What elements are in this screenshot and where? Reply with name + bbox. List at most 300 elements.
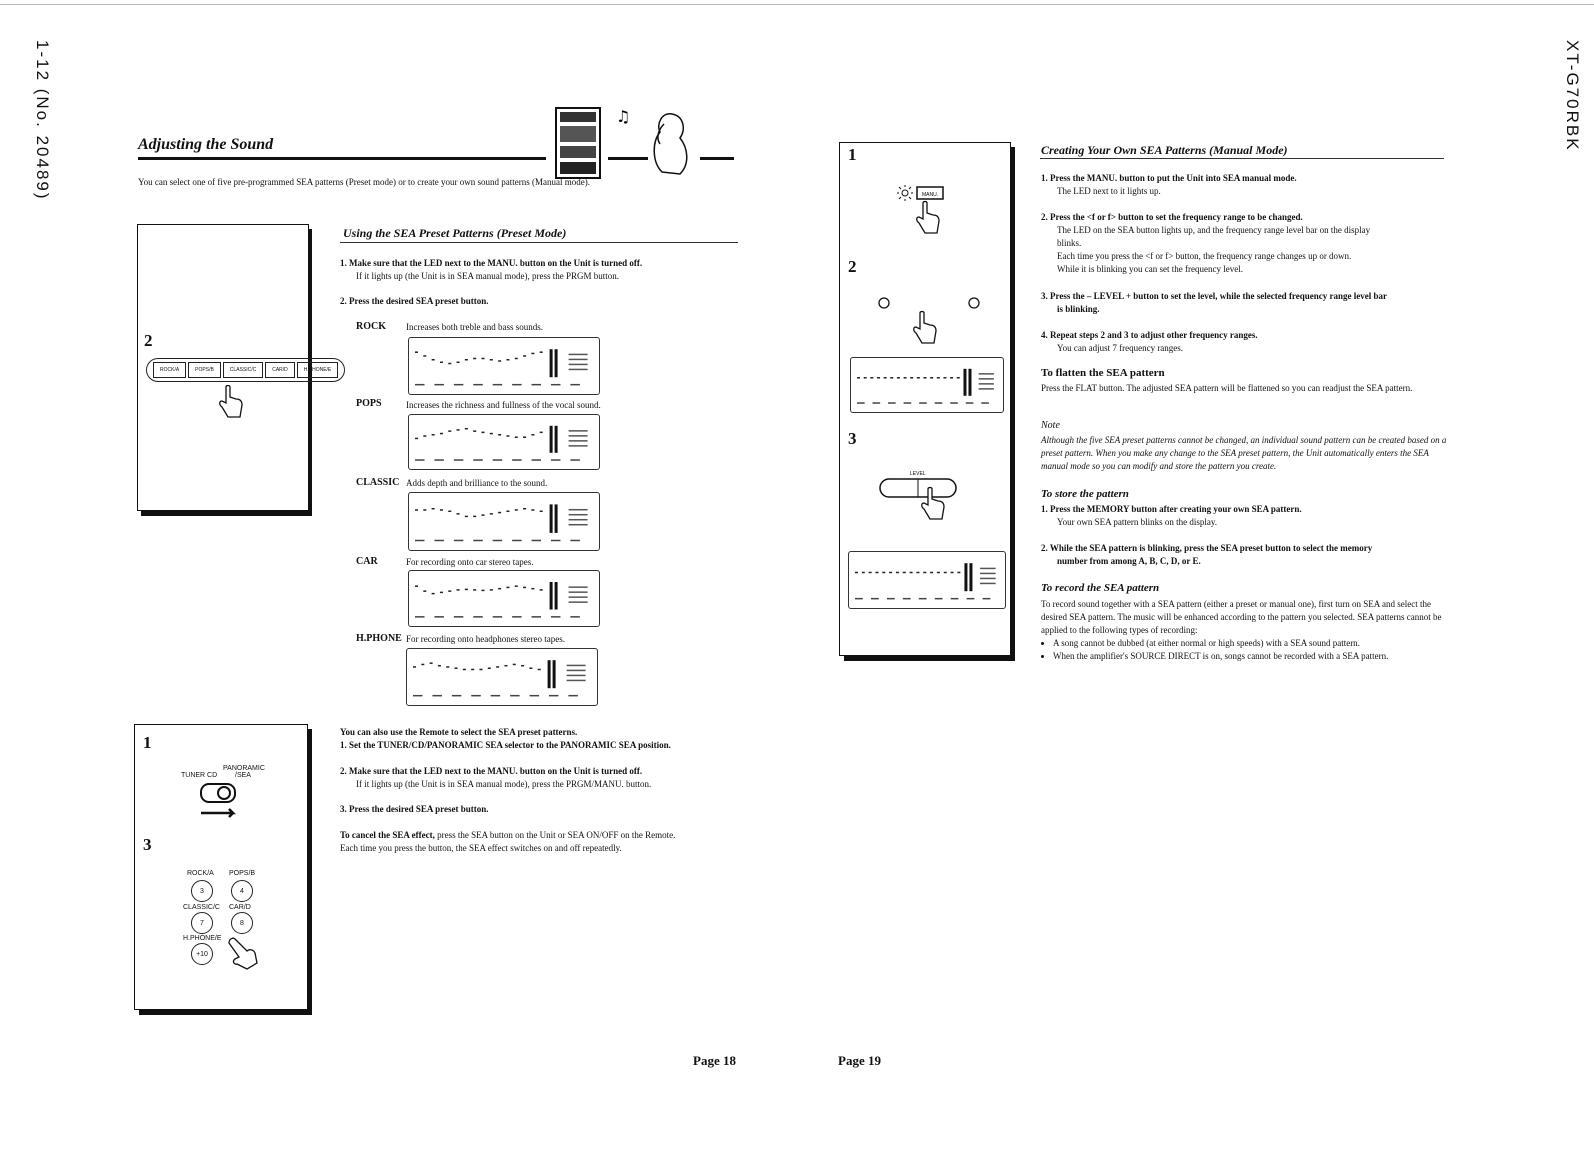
eq-dot — [432, 359, 435, 361]
eq-dot — [430, 662, 433, 664]
band-label-mark — [493, 616, 503, 618]
eq-dot — [857, 377, 860, 379]
level-meter-bar — [555, 504, 558, 533]
key-8-button[interactable]: 8 — [231, 912, 253, 934]
display-indicator-line — [569, 514, 588, 516]
band-label-mark — [512, 616, 522, 618]
eq-dot — [457, 513, 460, 515]
eq-dot — [473, 358, 476, 360]
eq-dot — [482, 590, 485, 592]
eq-dot — [930, 377, 933, 379]
eq-dot — [523, 436, 526, 438]
eq-dot — [855, 572, 858, 574]
frequency-buttons-illustration — [870, 283, 990, 349]
eq-dot — [869, 572, 872, 574]
preset-step-2: 2. Press the desired SEA preset button. — [340, 296, 489, 306]
display-indicator-line — [980, 568, 996, 570]
eq-dot — [862, 572, 865, 574]
selector-switch-icon[interactable] — [195, 781, 245, 821]
level-meter-bar — [969, 563, 972, 591]
eq-dot — [415, 351, 418, 353]
eq-display-hphone — [406, 648, 598, 706]
band-label-mark — [551, 384, 561, 386]
pattern-desc-car: For recording onto car stereo tapes. — [406, 557, 534, 567]
display-indicator-line — [980, 578, 996, 580]
eq-dot — [471, 669, 474, 671]
record-bullets — [1041, 637, 1451, 663]
cancel-instructions: To cancel the SEA effect, press the SEA button on the Unit or SEA ON/OFF on the Remote. Each time you press the button, the SEA effect switches on and off repeatedly. — [340, 830, 676, 853]
band-label-mark — [491, 695, 501, 697]
level-meter-bar — [548, 660, 551, 688]
intro-text: You can select one of five pre-programmed SEA patterns (Preset mode) or to create your own sound patterns (Manual mode). — [138, 177, 590, 187]
band-label-mark — [532, 540, 542, 542]
eq-dot — [875, 572, 878, 574]
note-heading: Note — [1041, 420, 1060, 431]
fig-c-number-2: 2 — [848, 257, 857, 276]
eq-dot — [506, 435, 509, 437]
flatten-text: Press the FLAT button. The adjusted SEA pattern will be flattened so you can readjust the SEA pattern. — [1041, 383, 1413, 393]
pattern-desc-classic: Adds depth and brilliance to the sound. — [406, 478, 548, 488]
eq-dot — [897, 377, 900, 379]
eq-dot — [465, 589, 468, 591]
display-indicator-line — [569, 509, 588, 511]
eq-dot — [457, 362, 460, 364]
page-title: Adjusting the Sound — [138, 136, 274, 153]
eq-dot — [490, 433, 493, 435]
eq-dot — [480, 669, 483, 671]
band-label-mark — [473, 540, 483, 542]
eq-dot — [515, 358, 518, 360]
eq-dot — [490, 513, 493, 515]
eq-dot — [446, 666, 449, 668]
eq-dot — [531, 509, 534, 511]
band-label-mark — [551, 540, 561, 542]
display-indicator-line — [569, 596, 588, 598]
display-indicator-line — [979, 383, 994, 385]
manual-step-3: 3. Press the – LEVEL + button to set the level, while the selected frequency range level bar is blinking. — [1041, 291, 1388, 314]
eq-dot — [540, 511, 543, 513]
band-label-mark — [413, 695, 423, 697]
eq-display-manual-2 — [848, 551, 1006, 609]
eq-dot — [540, 351, 543, 353]
band-label-mark — [452, 695, 462, 697]
preset-step-1 — [340, 257, 740, 283]
eq-dot — [423, 435, 426, 437]
fig-c-number-1: 1 — [848, 145, 857, 164]
band-label-mark — [951, 598, 959, 600]
manual-step-2: 2. Press the <f or f> button to set the frequency range to be changed. The LED on the SEA button lights up, and the frequency range level bar on the display blinks. Each time you press the <f or f> button, the frequency range changes up or down. While it is blinking you can set the frequency level. — [1041, 212, 1371, 274]
eq-dot — [523, 587, 526, 589]
band-label-mark — [950, 402, 958, 404]
eq-dot — [488, 667, 491, 669]
store-step-1: 1. Press the MEMORY button after creating your own SEA pattern. Your own SEA pattern blinks on the display. — [1041, 504, 1302, 527]
eq-dot — [423, 590, 426, 592]
eq-dot — [440, 592, 443, 594]
level-meter-bar — [550, 426, 553, 453]
eq-dot — [521, 665, 524, 667]
level-button-illustration[interactable] — [876, 467, 976, 527]
eq-dot — [440, 362, 443, 364]
eq-dot — [498, 434, 501, 436]
panoramic-label: PANORAMIC — [223, 765, 265, 772]
eq-dot — [448, 363, 451, 365]
preset-step-1-text: If it lights up (the Unit is in SEA manual mode), press the PRGM button. — [356, 271, 619, 281]
band-label-mark — [434, 459, 444, 461]
eq-dot — [937, 377, 940, 379]
eq-dot — [490, 359, 493, 361]
band-label-mark — [530, 695, 540, 697]
display-indicator-line — [567, 675, 586, 677]
display-indicator-line — [567, 670, 586, 672]
display-indicator-line — [569, 430, 588, 432]
band-label-mark — [493, 384, 503, 386]
band-label-mark — [454, 540, 464, 542]
eq-display-manual-1 — [850, 357, 1004, 413]
eq-dot — [482, 432, 485, 434]
level-label: LEVEL — [910, 471, 926, 477]
eq-dot — [432, 434, 435, 436]
band-label-mark — [493, 459, 503, 461]
remote-step-3: 3. Press the desired SEA preset button. — [340, 804, 489, 814]
band-label-mark — [532, 459, 542, 461]
pattern-desc-pops: Increases the richness and fullness of the vocal sound. — [406, 400, 601, 410]
eq-dot — [937, 572, 940, 574]
display-indicator-line — [569, 359, 588, 361]
eq-dot — [944, 572, 947, 574]
top-rule — [0, 4, 1594, 5]
level-meter-bar — [553, 660, 556, 688]
display-indicator-line — [567, 680, 586, 682]
manual-heading: Creating Your Own SEA Patterns (Manual Mode) — [1041, 143, 1288, 157]
level-meter-bar — [550, 349, 553, 377]
band-label-mark — [903, 598, 911, 600]
fig-a-panel — [137, 224, 332, 511]
band-label-mark — [512, 384, 522, 386]
eq-dot — [490, 589, 493, 591]
sea-preset-button-row — [146, 358, 345, 382]
hphone-button[interactable]: H.PHONE/E — [297, 362, 339, 378]
fig-c-number-3: 3 — [848, 429, 857, 448]
band-label-mark — [983, 598, 991, 600]
eq-display-car — [408, 570, 600, 627]
band-label-mark — [551, 616, 561, 618]
band-label-mark — [981, 402, 989, 404]
eq-dot — [864, 377, 867, 379]
band-label-mark — [873, 402, 881, 404]
band-label-mark — [473, 616, 483, 618]
eq-dot — [916, 572, 919, 574]
display-indicator-line — [979, 388, 994, 390]
fig-b-number-1: 1 — [143, 733, 152, 752]
record-text: To record sound together with a SEA pattern (either a preset or manual one), first turn on SEA and select the desired SEA pattern. The music will be enhanced according to the pattern you selected. SEA patterns cannot be applied to the following types of recording: — [1041, 599, 1442, 635]
eq-dot — [529, 667, 532, 669]
pattern-name-classic: CLASSIC — [356, 477, 400, 488]
eq-dot — [421, 664, 424, 666]
key-plus10-button[interactable]: +10 — [191, 943, 213, 965]
display-indicator-line — [980, 573, 996, 575]
doc-number-label: 1-12 (No. 20489) — [33, 40, 52, 201]
band-label-mark — [855, 598, 863, 600]
display-indicator-line — [569, 591, 588, 593]
eq-dot — [498, 512, 501, 514]
eq-dot — [515, 509, 518, 511]
display-indicator-line — [569, 435, 588, 437]
display-indicator-line — [569, 519, 588, 521]
eq-display-classic — [408, 492, 600, 551]
classic-c-label: CLASSIC/C — [183, 904, 220, 911]
eq-display-rock — [408, 337, 600, 395]
record-bullet-2: • When the amplifier's SOURCE DIRECT is on, songs cannot be recorded with a SEA pattern. — [1053, 650, 1451, 663]
store-heading: To store the pattern — [1041, 488, 1129, 500]
eq-dot — [415, 509, 418, 511]
band-label-mark — [454, 616, 464, 618]
pops-b-label: POPS/B — [229, 870, 256, 877]
eq-dot — [504, 665, 507, 667]
eq-dot — [904, 377, 907, 379]
eq-dot — [910, 377, 913, 379]
eq-dot — [457, 589, 460, 591]
eq-dot — [432, 508, 435, 510]
band-label-mark — [454, 459, 464, 461]
eq-dot — [513, 664, 516, 666]
eq-dot — [523, 508, 526, 510]
level-meter-bar — [964, 563, 967, 591]
tuner-cd-label: TUNER CD — [181, 772, 218, 779]
eq-dot — [951, 572, 954, 574]
manual-step-4: 4. Repeat steps 2 and 3 to adjust other frequency ranges. You can adjust 7 frequency ranges. — [1041, 330, 1258, 353]
band-label-mark — [510, 695, 519, 697]
band-label-mark — [454, 384, 464, 386]
band-label-mark — [935, 402, 943, 404]
fig-a-step-number: 2 — [144, 331, 153, 350]
eq-dot — [924, 377, 927, 379]
band-label-mark — [512, 540, 522, 542]
eq-dot — [889, 572, 892, 574]
eq-dot — [473, 430, 476, 432]
eq-dot — [896, 572, 899, 574]
band-label-mark — [919, 402, 927, 404]
display-indicator-line — [569, 369, 588, 371]
band-label-mark — [415, 616, 425, 618]
eq-dot — [463, 669, 466, 671]
eq-dot — [473, 589, 476, 591]
rock-a-label: ROCK/A — [187, 870, 214, 877]
manual-step-1: 1. Press the MANU. button to put the Unit into SEA manual mode. The LED next to it lights up. — [1041, 173, 1297, 196]
display-indicator-line — [569, 524, 588, 526]
eq-display-pops — [408, 414, 600, 470]
pattern-name-rock: ROCK — [356, 321, 386, 332]
eq-dot — [465, 516, 468, 518]
eq-dot — [465, 359, 468, 361]
eq-dot — [917, 377, 920, 379]
eq-dot — [432, 593, 435, 595]
eq-dot — [903, 572, 906, 574]
eq-dot — [482, 358, 485, 360]
level-meter-bar — [968, 369, 971, 396]
band-label-mark — [967, 598, 975, 600]
band-label-mark — [888, 402, 896, 404]
rock-button[interactable]: ROCK/A — [153, 362, 186, 378]
band-label-mark — [570, 616, 580, 618]
note-text: Although the five SEA preset patterns cannot be changed, an individual sound pattern can be created based on a preset pattern. When you make any change to the SEA preset pattern, the Unit automatically enters the SEA manual mode so you can modify and store the pattern you create. — [1041, 435, 1447, 471]
band-label-mark — [857, 402, 865, 404]
key-7-button[interactable]: 7 — [191, 912, 213, 934]
band-label-mark — [432, 695, 442, 697]
pattern-name-hphone: H.PHONE — [356, 633, 402, 644]
eq-dot — [923, 572, 926, 574]
car-d-label: CAR/D — [229, 904, 251, 911]
display-indicator-line — [979, 373, 994, 375]
remote-instructions — [340, 726, 750, 752]
remote-step-2: 2. Make sure that the LED next to the MANU. button on the Unit is turned off. If it lights up (the Unit is in SEA manual mode), press the PRGM/MANU. button. — [340, 766, 652, 789]
model-number-label: XT-G70RBK — [1563, 40, 1582, 152]
band-label-mark — [532, 384, 542, 386]
eq-dot — [506, 587, 509, 589]
eq-dot — [884, 377, 887, 379]
band-label-mark — [887, 598, 895, 600]
band-label-mark — [570, 384, 580, 386]
manu-label: MANU. — [922, 192, 939, 198]
band-label-mark — [570, 459, 580, 461]
eq-dot — [415, 438, 418, 440]
level-meter-bar — [550, 504, 553, 533]
fig-b-number-3: 3 — [143, 835, 152, 854]
eq-dot — [423, 509, 426, 511]
pattern-name-pops: POPS — [356, 398, 382, 409]
car-button[interactable]: CAR/D — [265, 362, 295, 378]
eq-dot — [482, 514, 485, 516]
eq-dot — [870, 377, 873, 379]
key-4-button[interactable]: 4 — [231, 880, 253, 902]
level-meter-bar — [550, 582, 553, 610]
eq-dot — [438, 665, 441, 667]
display-indicator-line — [569, 354, 588, 356]
band-label-mark — [935, 598, 943, 600]
band-label-mark — [415, 384, 425, 386]
pointing-hand-icon — [216, 385, 246, 421]
eq-dot — [440, 509, 443, 511]
fig-b-panel — [134, 724, 308, 1010]
level-meter-bar — [555, 582, 558, 610]
eq-dot — [957, 377, 960, 379]
pops-button[interactable]: POPS/B — [188, 362, 221, 378]
display-indicator-line — [569, 364, 588, 366]
eq-dot — [531, 588, 534, 590]
preset-heading-rule — [340, 242, 738, 243]
band-label-mark — [919, 598, 927, 600]
band-label-mark — [473, 459, 483, 461]
band-label-mark — [493, 540, 503, 542]
eq-dot — [448, 430, 451, 432]
eq-dot — [448, 511, 451, 513]
record-heading: To record the SEA pattern — [1041, 582, 1160, 594]
preset-heading: Using the SEA Preset Patterns (Preset Mode) — [343, 226, 567, 240]
eq-dot — [531, 353, 534, 355]
record-bullet-1: • A song cannot be dubbed (at either normal or high speeds) with a SEA sound pattern. — [1053, 637, 1451, 650]
eq-dot — [506, 511, 509, 513]
eq-dot — [540, 589, 543, 591]
manual-heading-rule — [1040, 158, 1444, 159]
remote-lead: You can also use the Remote to select the SEA preset patterns. — [340, 727, 578, 737]
eq-dot — [506, 359, 509, 361]
band-label-mark — [904, 402, 912, 404]
classic-button[interactable]: CLASSIC/C — [223, 362, 263, 378]
svg-text:♫: ♫ — [616, 107, 631, 126]
band-label-mark — [532, 616, 542, 618]
eq-dot — [943, 377, 946, 379]
eq-dot — [457, 429, 460, 431]
band-label-mark — [966, 402, 974, 404]
display-indicator-line — [567, 665, 586, 667]
band-label-mark — [434, 616, 444, 618]
eq-dot — [540, 432, 543, 434]
sea-label: /SEA — [235, 772, 251, 779]
pattern-desc-rock: Increases both treble and bass sounds. — [406, 322, 543, 332]
eq-dot — [930, 572, 933, 574]
display-indicator-line — [569, 586, 588, 588]
eq-dot — [877, 377, 880, 379]
title-rule — [138, 157, 546, 160]
pointing-hand-icon — [223, 937, 263, 973]
eq-dot — [882, 572, 885, 574]
band-label-mark — [415, 540, 425, 542]
eq-dot — [890, 377, 893, 379]
eq-dot — [957, 572, 960, 574]
band-label-mark — [512, 459, 522, 461]
band-label-mark — [434, 540, 444, 542]
eq-dot — [473, 516, 476, 518]
eq-dot — [413, 666, 416, 668]
pattern-name-car: CAR — [356, 556, 378, 567]
eq-dot — [498, 588, 501, 590]
eq-dot — [538, 669, 541, 671]
display-indicator-line — [569, 601, 588, 603]
fig-c-panel — [839, 142, 1011, 656]
band-label-mark — [871, 598, 879, 600]
eq-dot — [496, 666, 499, 668]
page-number-18: Page 18 — [693, 1053, 736, 1068]
display-indicator-line — [979, 378, 994, 380]
remote-step-1: 1. Set the TUNER/CD/PANORAMIC SEA selector to the PANORAMIC SEA position. — [340, 740, 671, 750]
eq-dot — [531, 434, 534, 436]
band-label-mark — [473, 384, 483, 386]
eq-dot — [465, 428, 468, 430]
eq-dot — [515, 436, 518, 438]
band-label-mark — [551, 459, 561, 461]
eq-dot — [950, 377, 953, 379]
display-indicator-line — [980, 583, 996, 585]
band-label-mark — [549, 695, 559, 697]
eq-dot — [515, 585, 518, 587]
flatten-heading: To flatten the SEA pattern — [1041, 367, 1165, 379]
eq-dot — [415, 585, 418, 587]
hphone-e-label: H.PHONE/E — [183, 935, 222, 942]
display-indicator-line — [569, 445, 588, 447]
level-meter-bar — [555, 349, 558, 377]
eq-dot — [910, 572, 913, 574]
preset-step-1-bold: 1. Make sure that the LED next to the MANU. button on the Unit is turned off. — [340, 258, 643, 268]
eq-dot — [498, 360, 501, 362]
eq-dot — [440, 433, 443, 435]
band-label-mark — [471, 695, 481, 697]
eq-dot — [455, 667, 458, 669]
band-label-mark — [568, 695, 578, 697]
display-indicator-line — [569, 440, 588, 442]
level-meter-bar — [555, 426, 558, 453]
band-label-mark — [434, 384, 444, 386]
manu-button-illustration — [895, 179, 955, 241]
key-3-button[interactable]: 3 — [191, 880, 213, 902]
